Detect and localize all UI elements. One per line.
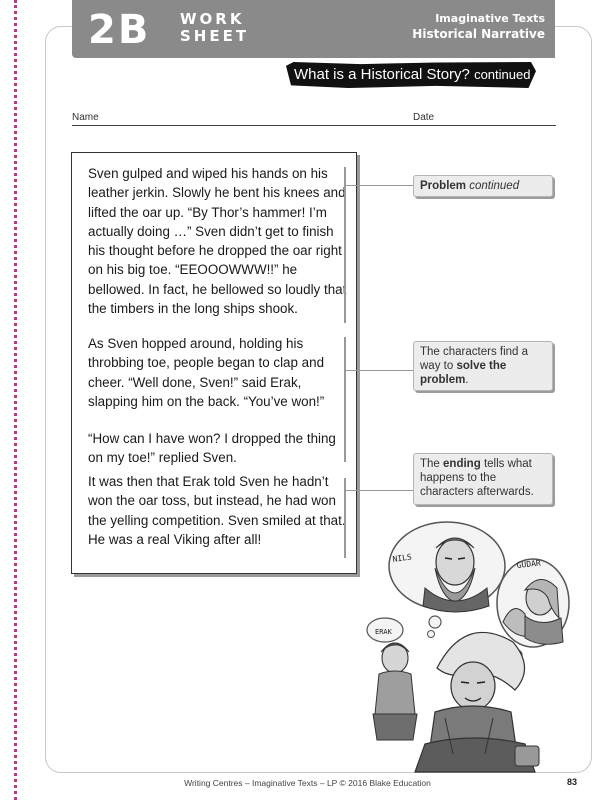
- callout-ending-suffix: tells what happens to the characters afterwards.: [420, 458, 534, 498]
- viking-illustration: [365, 518, 570, 773]
- name-label: Name: [72, 112, 99, 123]
- callout-problem-italic: continued: [469, 180, 520, 192]
- connector-problem: [346, 185, 413, 186]
- callout-solve-prefix: The characters find a way to: [420, 346, 529, 372]
- page-number: 83: [567, 777, 578, 787]
- callout-problem: [413, 175, 553, 197]
- sven-character: [415, 632, 539, 772]
- connector-solution: [346, 370, 413, 371]
- worksheet-label-line2: SHEET: [180, 27, 250, 45]
- dotted-margin-line: [14, 0, 17, 800]
- worksheet-label-line1: WORK: [180, 10, 245, 28]
- erak-character: [373, 643, 417, 740]
- callout-solve-bold: solve the problem: [420, 360, 507, 386]
- page-title-continued: continued: [474, 67, 531, 82]
- story-paragraph-4: It was then that Erak told Sven he hadn’t won the oar toss, but instead, he had won the yelling competition. Sven smiled at that. He was a real Viking after all!: [88, 474, 346, 547]
- story-paragraph-3: “How can I have won? I dropped the thing on my toe!” replied Sven.: [88, 431, 336, 466]
- story-paragraph-1: Sven gulped and wiped his hands on his leather jerkin. Slowly he bent his knees and lifted the oar up. “By Thor’s hammer! I’m actually doing …” Sven didn’t get to finish his thought before he dropped the oar right on his big toe. “EEOOOWWW!!” he bellowed. In fact, he bellowed so loudly that the timbers in the long ships shook.: [88, 166, 347, 317]
- header-category: [412, 11, 545, 42]
- gudar-label: GUDAR: [516, 558, 542, 570]
- category-text: Imaginative Texts: [435, 12, 545, 25]
- page-title: [294, 63, 534, 87]
- erak-thought-bubble: [367, 618, 403, 642]
- bracket-solution: [344, 337, 346, 462]
- name-date-line[interactable]: [72, 125, 556, 126]
- callout-ending-prefix: The: [420, 458, 440, 470]
- nils-label: NILS: [392, 552, 413, 564]
- callout-solve: [413, 341, 553, 391]
- callout-solve-suffix: .: [465, 374, 469, 386]
- worksheet-label: [180, 11, 249, 45]
- callout-ending: [413, 453, 553, 505]
- subcategory-text: Historical Narrative: [412, 27, 545, 41]
- date-label: Date: [413, 112, 435, 123]
- callout-problem-bold: Problem: [420, 180, 467, 192]
- page-title-main: What is a Historical Story?: [294, 66, 470, 83]
- worksheet-code: 2B: [88, 7, 151, 53]
- footer-text: Writing Centres – Imaginative Texts – LP © 2016 Blake Education: [184, 778, 431, 788]
- callout-ending-bold: ending: [443, 458, 481, 470]
- erak-label: ERAK: [375, 628, 392, 636]
- connector-ending: [346, 490, 413, 491]
- nils-thought-bubble: [389, 522, 505, 638]
- story-paragraph-2: As Sven hopped around, holding his throbbing toe, people began to clap and cheer. “Well done, Sven!” said Erak, slapping him on the back. “You’ve won!”: [88, 336, 325, 409]
- bracket-problem: [344, 167, 346, 323]
